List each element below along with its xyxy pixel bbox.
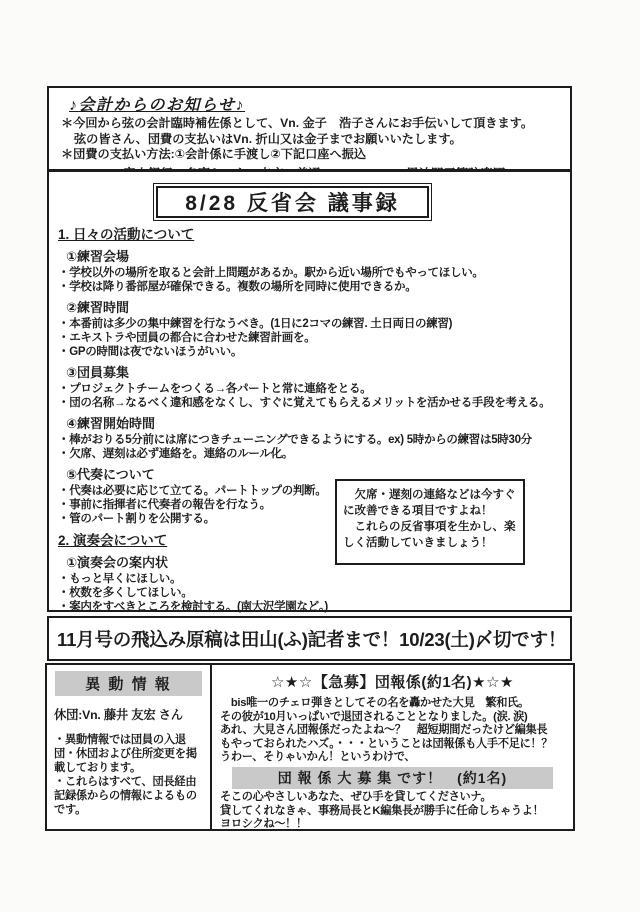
subsection-concert-invitations: ①演奏会の案内状 ・もっと早くにほしい。 ・枚数を多くしてほしい。 ・案内をすべきところを検討する。(南大沢学園など。): [58, 555, 564, 614]
recruitment-line: その彼が10月いっぱいで退団されることとなりました。(涙. 涙): [220, 710, 528, 723]
recruitment-line: 貸してくれなきゃ、事務局長とK編集長が勝手に任命しちゃうよ！: [220, 804, 544, 817]
minute-item: ・枚数を多くしてほしい。: [58, 587, 193, 599]
recruitment-line: あれ、大見さん団報係だったよね～？ 超短期間だったけど編集長: [220, 724, 548, 737]
minutes-title-box: [153, 183, 432, 221]
subsection-practice-time: ②練習時間 ・本番前は多少の集中練習を行なうべき。(1日に2コマの練習. 土日両日の練習) ・エキストラや団員の都合に合わせた練習計画を。 ・GPの時間は夜でないほうがいい。: [58, 300, 564, 359]
recruitment-line: うわー、そりゃいかん！というわけで、: [220, 751, 416, 764]
minute-item: ・もっと早くにほしい。: [58, 573, 182, 585]
minute-item: ・管のパート割りを公開する。: [58, 513, 215, 525]
section-heading-daily-activities: 1. 日々の活動について: [58, 227, 195, 242]
personnel-leave-line: 休団:Vn. 藤井 友宏 さん: [54, 708, 183, 722]
subsection-substitute-players: ⑤代奏について ・代奏は必要に応じて立てる。パートトップの判断。 ・事前に指揮者に代奏者の報告を行なう。 ・管のパート割りを公開する。: [58, 467, 564, 526]
notice-line: ＊今回から弦の会計臨時補佐係として、Vn. 金子 浩子さんにお手伝いして頂きます。: [61, 116, 534, 130]
personnel-changes-box: [45, 663, 212, 831]
accounting-notice-title: ♪会計からのお知らせ♪: [69, 97, 246, 114]
minute-item: ・団の名称→なるべく違和感をなくし、すぐに覚えてもらえるメリットを活かせる手段を考える。: [58, 397, 551, 409]
personnel-note: ・異動情報では団員の入退団・休団および住所変更を掲載しております。: [54, 734, 197, 774]
deadline-banner-text: 11月号の飛込み原稿は田山(ふ)記者まで！10/23(土)〆切です！: [57, 628, 567, 650]
recruitment-line: ヨロシクね～！！: [220, 818, 307, 831]
minute-item: ・学校は降り番部屋が確保できる。複数の場所を同時に使用できるか。: [58, 281, 417, 293]
minute-item: ・GPの時間は夜でないほうがいい。: [58, 346, 243, 358]
deadline-banner: [47, 616, 572, 661]
minute-item: ・本番前は多少の集中練習を行なうべき。(1日に2コマの練習. 土日両日の練習): [58, 318, 453, 330]
notice-line: ＊団費の支払い方法:①会計係に手渡し②下記口座へ振込: [61, 147, 367, 161]
recruitment-line: bis唯一のチェロ弾きとしてその名を轟かせた大見 繁和氏。: [220, 697, 529, 709]
subsection-practice-start-time: ④練習開始時間 ・棒がおりる5分前には席につきチューニングできるようにする。ex) 5時からの練習は5時30分 ・欠席、遅刻は必ず連絡を。連絡のルール化。: [58, 416, 564, 461]
recruitment-highlight: 団 報 係 大 募 集 です！ (約1名): [232, 767, 553, 789]
subsection-member-recruiting: ③団員募集 ・プロジェクトチームをつくる→各パートと常に連絡をとる。 ・団の名称→なるべく違和感をなくし、すぐに覚えてもらえるメリットを活かせる手段を考える。: [58, 365, 564, 410]
encouragement-callout-box: [335, 479, 525, 565]
minute-item: ・棒がおりる5分前には席につきチューニングできるようにする。ex) 5時からの練習は5時30分: [58, 434, 532, 446]
callout-line: これらの反省事項を生かし、楽しく活動していきましょう！: [343, 521, 516, 549]
minute-item: ・欠席、遅刻は必ず連絡を。連絡のルール化。: [58, 448, 293, 460]
minute-item: ・プロジェクトチームをつくる→各パートと常に連絡をとる。: [58, 383, 372, 395]
accounting-notice-box: [47, 86, 572, 171]
notice-line: 弦の皆さん、団費の支払いはVn. 折山又は金子までお願いいたします。: [74, 131, 462, 146]
minutes-title: 8/28 反省会 議事録: [156, 186, 429, 218]
minute-item: ・代奏は必要に応じて立てる。パートトップの判断。: [58, 485, 327, 497]
callout-line: 欠席・遅刻の連絡などは今すぐに改善できる項目ですよね！: [343, 489, 516, 517]
recruitment-box: [210, 663, 575, 831]
personnel-note: ・これらはすべて、団長経由 記録係からの情報によるものです。: [54, 776, 197, 816]
personnel-header: 異 動 情 報: [55, 671, 202, 696]
minutes-box: [47, 170, 572, 612]
subsection-practice-venue: ①練習会場 ・学校以外の場所を取ると会計上問題があるか。駅から近い場所でもやってほしい。 ・学校は降り番部屋が確保できる。複数の場所を同時に使用できるか。: [58, 249, 564, 294]
recruitment-line: そこの心やさしいあなた、ぜひ手を貸してくださいナ。: [220, 790, 492, 803]
minute-item: ・学校以外の場所を取ると会計上問題があるか。駅から近い場所でもやってほしい。: [58, 267, 484, 279]
minute-item: ・エキストラや団員の都合に合わせた練習計画を。: [58, 332, 316, 344]
minute-item: ・事前に指揮者に代奏者の報告を行なう。: [58, 499, 271, 511]
minute-item: ・案内をすべきところを検討する。(南大沢学園など。): [58, 601, 328, 613]
recruitment-header: ☆★☆【急募】団報係(約1名)★☆★: [270, 674, 515, 691]
section-heading-concert: 2. 演奏会について: [58, 533, 168, 548]
recruitment-line: もやっておられたハズ。・・・ということは団報係も人手不足に！？: [220, 737, 553, 750]
